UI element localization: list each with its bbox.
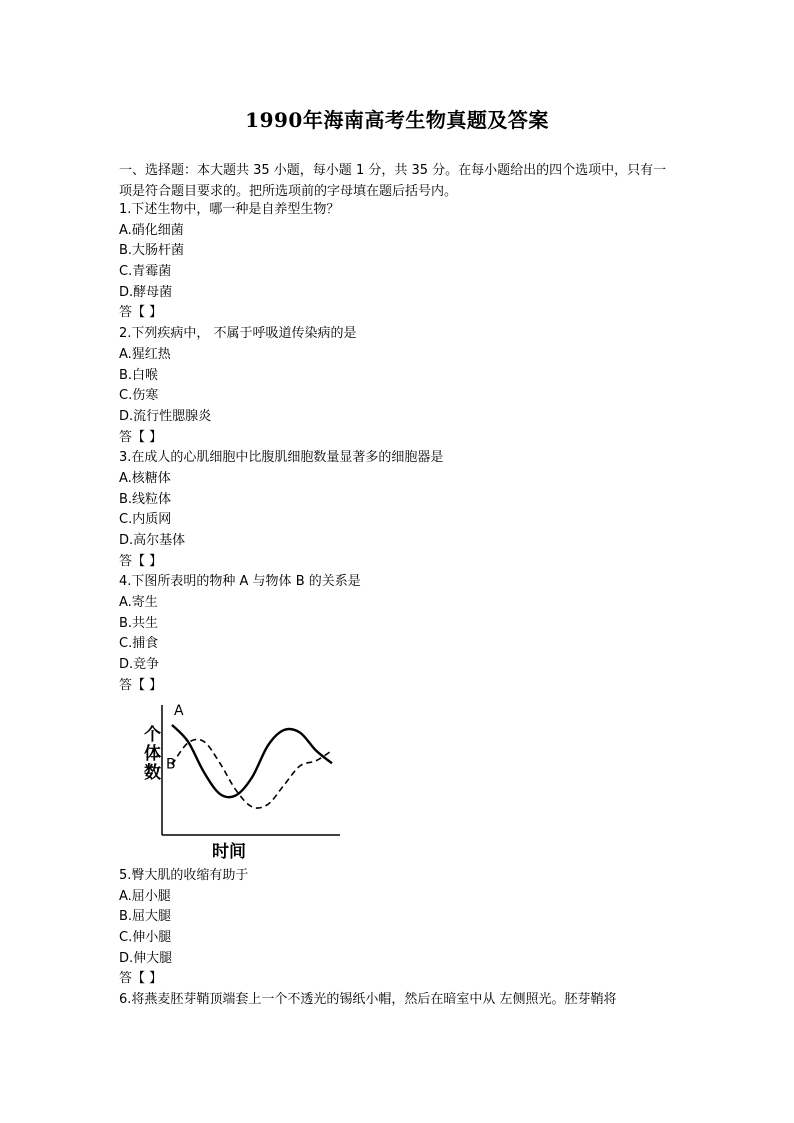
series-line-B — [172, 739, 332, 808]
answer-option: A.猩红热 — [119, 346, 171, 362]
answer-option: D.伸大腿 — [119, 950, 173, 966]
question-stem: 3.在成人的心肌细胞中比腹肌细胞数量显著多的细胞器是 — [119, 450, 444, 466]
population-chart — [130, 703, 340, 863]
question-stem: 4.下图所表明的物种 A 与物体 B 的关系是 — [119, 574, 361, 590]
answer-option: D.竞争 — [119, 657, 160, 673]
question-stem: 6.将燕麦胚芽鞘顶端套上一个不透光的锡纸小帽，然后在暗室中从 左侧照光。胚芽鞘将 — [119, 992, 617, 1008]
answer-option: B.大肠杆菌 — [119, 243, 185, 259]
question-item — [119, 866, 699, 990]
answer-option: A.寄生 — [119, 595, 158, 611]
answer-option: B.白喉 — [119, 367, 159, 383]
answer-option: C.捕食 — [119, 636, 159, 652]
answer-blank: 答【 】 — [119, 677, 163, 693]
answer-blank: 答【 】 — [119, 305, 163, 321]
legend-label-A: A — [174, 703, 184, 719]
answer-option: D.流行性腮腺炎 — [119, 408, 212, 424]
question-item — [119, 572, 699, 696]
series-line-A — [172, 725, 332, 797]
answer-blank: 答【 】 — [119, 971, 163, 987]
answer-option: C.内质网 — [119, 512, 172, 528]
answer-option: A.核糖体 — [119, 470, 171, 486]
question-item — [119, 324, 699, 448]
answer-option: A.屈小腿 — [119, 888, 171, 904]
question-stem: 5.臀大肌的收缩有助于 — [119, 868, 249, 883]
answer-option: C.伸小腿 — [119, 930, 172, 946]
document-title: 1990年海南高考生物真题及答案 — [245, 108, 549, 132]
question-list-top — [119, 200, 699, 697]
question-item — [119, 448, 699, 572]
answer-option: A.硝化细菌 — [119, 222, 184, 238]
answer-option: B.线粒体 — [119, 491, 172, 507]
y-axis-label: 个体数 — [140, 725, 160, 782]
answer-blank: 答【 】 — [119, 429, 163, 445]
question-stem: 1.下述生物中，哪一种是自养型生物？ — [119, 202, 340, 217]
x-axis-label: 时间 — [212, 842, 246, 862]
question-item — [119, 990, 699, 1011]
answer-option: B.屈大腿 — [119, 909, 172, 925]
question-item — [119, 200, 699, 324]
question-list-bottom — [119, 866, 699, 1011]
answer-option: B.共生 — [119, 615, 159, 631]
section-intro: 一、选择题：本大题共 35 小题，每小题 1 分，共 35 分。在每小题给出的四个选项中，只有一项是符合题目要求的。把所选项前的字母填在题后括号内。 — [119, 163, 667, 199]
answer-option: D.高尔基体 — [119, 533, 186, 548]
answer-option: C.青霉菌 — [119, 264, 172, 280]
legend-label-B: B — [166, 756, 176, 773]
question-stem: 2.下列疾病中， 不属于呼吸道传染病的是 — [119, 326, 357, 342]
answer-option: D.酵母菌 — [119, 284, 173, 300]
answer-blank: 答【 】 — [119, 553, 163, 569]
answer-option: C.伤寒 — [119, 388, 159, 404]
